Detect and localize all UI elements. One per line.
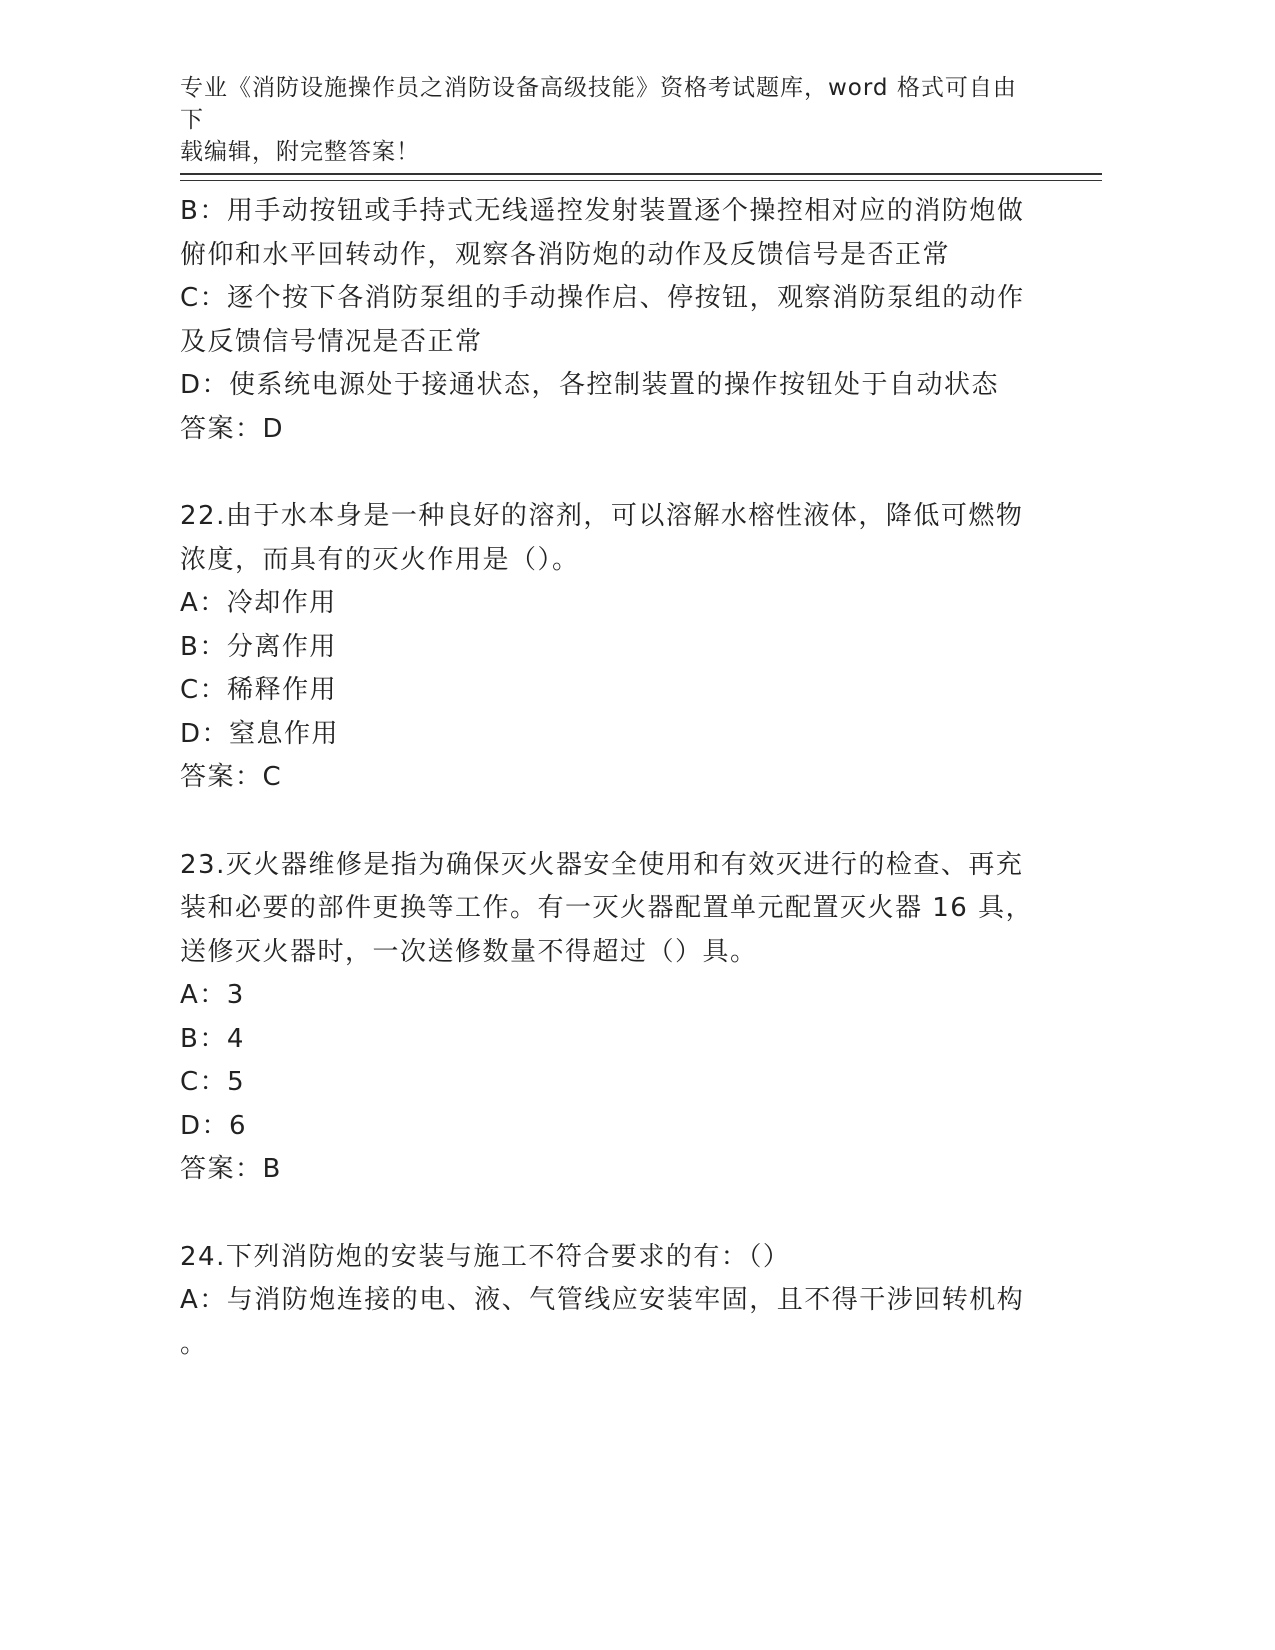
option-c: C：5	[180, 1067, 246, 1097]
question-23	[180, 844, 1040, 1192]
question-content	[180, 190, 1040, 1366]
question-stem-line-2: 装和必要的部件更换等工作。有一灭火器配置单元配置灭火器 16 具，	[180, 893, 1034, 923]
question-stem-line-1: 23.灭火器维修是指为确保灭火器安全使用和有效灭进行的检查、再充	[180, 849, 1024, 880]
prev-question	[180, 190, 1040, 451]
option-b-line-1: B：用手动按钮或手持式无线遥控发射装置逐个操控相对应的消防炮做	[180, 196, 1025, 226]
header-divider-thin	[180, 180, 1102, 181]
option-d: D：窒息作用	[180, 718, 340, 749]
option-c-line-2: 及反馈信号情况是否正常	[180, 326, 483, 357]
question-stem-line-2: 浓度，而具有的灭火作用是（）。	[180, 544, 580, 575]
option-d: D：使系统电源处于接通状态，各控制装置的操作按钮处于自动状态	[180, 370, 1000, 400]
answer: 答案：D	[180, 413, 285, 444]
option-c: C：稀释作用	[180, 675, 338, 705]
option-a-line-2: 。	[180, 1328, 208, 1359]
answer: 答案：C	[180, 762, 283, 792]
option-b-line-2: 俯仰和水平回转动作，观察各消防炮的动作及反馈信号是否正常	[180, 239, 951, 270]
option-a-line-1: A：与消防炮连接的电、液、气管线应安装牢固，且不得干涉回转机构	[180, 1285, 1025, 1315]
option-c-line-1: C：逐个按下各消防泵组的手动操作启、停按钮，观察消防泵组的动作	[180, 283, 1025, 313]
answer: 答案：B	[180, 1154, 282, 1184]
question-stem-line-3: 送修灭火器时，一次送修数量不得超过（）具。	[180, 936, 758, 967]
question-22	[180, 495, 1040, 800]
question-stem-line-1: 22.由于水本身是一种良好的溶剂，可以溶解水榕性液体，降低可燃物	[180, 501, 1024, 531]
option-d: D：6	[180, 1110, 248, 1141]
header-line-2: 载编辑，附完整答案！	[180, 139, 420, 165]
option-a: A：冷却作用	[180, 588, 337, 618]
header-divider-thick	[180, 173, 1102, 175]
document-header	[180, 72, 1040, 168]
option-b: B：4	[180, 1023, 245, 1054]
question-24	[180, 1236, 1040, 1367]
option-b: B：分离作用	[180, 631, 337, 662]
option-a: A：3	[180, 980, 245, 1010]
header-line-1: 专业《消防设施操作员之消防设备高级技能》资格考试题库，word 格式可自由下	[180, 75, 1017, 133]
question-stem-line-1: 24.下列消防炮的安装与施工不符合要求的有：（）	[180, 1241, 791, 1272]
